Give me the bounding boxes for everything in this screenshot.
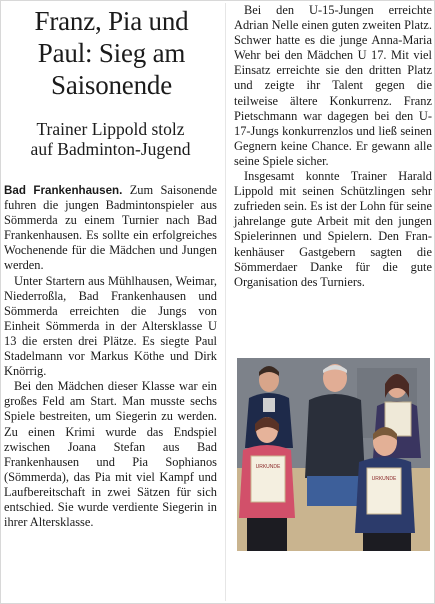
paragraph: Unter Startern aus Mühlhausen, Weimar, Niederroßla, Bad Frankenhausen und Sömmerda erreichten die Jungs von Einheit Sömmerda in der Altersklasse U 13 die ersten drei Plätze. Es siegte Paul Stadelmann vor Markus Köthe und Dirk Knörrig. [4, 273, 217, 379]
subheadline-line: auf Badminton-Jugend [30, 139, 191, 159]
headline [4, 5, 217, 101]
left-column [4, 5, 217, 530]
dateline: Bad Frankenhausen. [4, 184, 123, 197]
paragraph [4, 183, 217, 274]
subheadline [4, 119, 217, 159]
certificate-text: URKUNDE [371, 476, 397, 482]
right-column [234, 3, 432, 290]
article-body-right [234, 3, 432, 290]
headline-line: Paul: Sieg am [37, 38, 186, 68]
paragraph-text: Zum Saisonende fuhren die jungen Badmintonspieler aus Sömmerda zu einem Turnier nach Bad Frankenhausen. Es sollte ein erfolgreiches Wochenende für die Mädchen und Jungen werden. [4, 183, 217, 273]
paragraph: Bei den U-15-Jungen erreichte Adrian Nelle einen guten zweiten Platz. Schwer hatte es die junge Anna-Maria Wehr bei den Mädchen U 17. Mit viel Einsatz erreichte sie den dritten Platz und zeigte ihr Talent gegen die teilweise ältere Konkurrenz. Franz Pietschmann war dagegen bei den U-17-Jungs konkurrenzlos und ließ seinen Gegnern keine Chance. Er gewann alle seine Spiele sicher. [234, 3, 432, 168]
headline-line: Franz, Pia und [34, 6, 189, 36]
paragraph: Insgesamt konnte Trainer Harald Lippold mit seinen Schützlingen sehr zufrieden sein. Es ist der Lohn für seine jahrelange gute Arbeit mit den jungen Spielerinnen und Spielern. Den Frankenhäuser Gastgebern sagten die Sömmerdaer Danke für die gute Organisation des Turniers. [234, 169, 432, 289]
certificate-text: URKUNDE [255, 464, 281, 470]
team-photo [237, 358, 430, 551]
column-divider [225, 3, 226, 601]
article-body-left [4, 183, 217, 530]
paragraph: Bei den Mädchen dieser Klasse war ein großes Feld am Start. Man musste sechs Spiele bestreiten, um Siegerin zu werden. Zu einen Krimi wurde das Endspiel zwischen Joana Stefan aus Bad Frankenhausen und Pia Sophianos (Sömmerda), das Pia mit viel Kampf und Laufbereitschaft in zwei Sätzen für sich entschied. Sie wurde verdiente Siegerin in ihrer Altersklasse. [4, 379, 217, 530]
subheadline-line: Trainer Lippold stolz [36, 119, 185, 139]
team-photo-illustration [237, 358, 430, 551]
headline-line: Saisonende [51, 70, 172, 100]
